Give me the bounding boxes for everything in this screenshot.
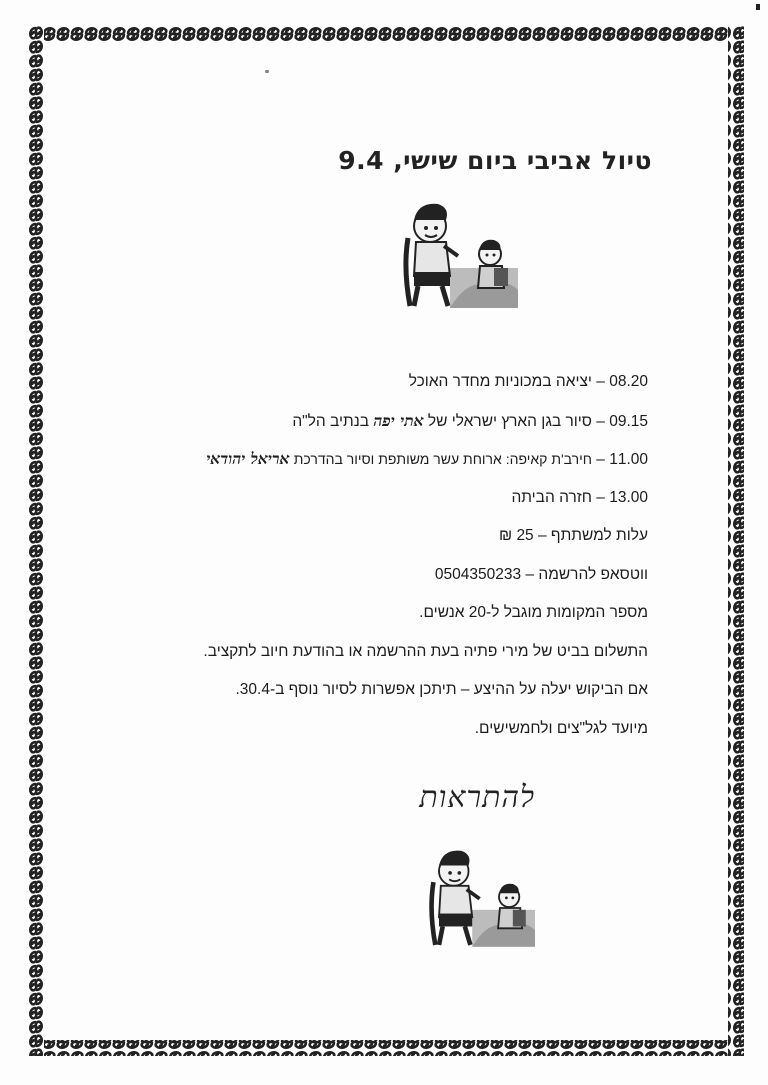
schedule-time: 11.00 (609, 451, 648, 468)
schedule-time: 09.15 (609, 412, 648, 430)
schedule-time: 08.20 (609, 373, 648, 390)
signoff-text: להתראות (419, 780, 535, 815)
scan-mark (756, 4, 760, 10)
extra-tour-line: אם הביקוש יעלה על ההיצע – תיתכן אפשרות לסיור נוסף ב-30.4. (235, 681, 648, 698)
whatsapp-line: ווטסאפ להרשמה – 0504350233 (434, 565, 648, 583)
schedule-text: יציאה במכוניות מחדר האוכל (408, 373, 592, 390)
hikers-illustration-icon (388, 198, 518, 308)
payment-line: התשלום בביט של מירי פתיה בעת ההרשמה או בהודעת חיוב לתקציב. (203, 642, 648, 660)
guide-name: אריאל יהודאי (206, 449, 290, 468)
schedule-item-4: 13.00 – חזרה הביתה (511, 488, 648, 506)
schedule-text: סיור בגן הארץ ישראלי של (427, 412, 592, 430)
capacity-line: מספר המקומות מוגבל ל-20 אנשים. (419, 604, 648, 621)
schedule-item-2: 09.15 – סיור בגן הארץ ישראלי של אתי יפה בנתיב הל"ה (292, 410, 648, 430)
schedule-text-after: בנתיב הל"ה (292, 412, 370, 430)
flyer-content (60, 60, 710, 1020)
schedule-text: חירב'ת קאיפה: ארוחת עשר משותפת וסיור בהדרכת (293, 451, 592, 467)
hikers-illustration-icon (415, 840, 535, 952)
cost-line: עלות למשתתף – 25 ₪ (498, 527, 648, 544)
guide-name: אתי יפה (373, 410, 424, 430)
schedule-time: 13.00 (609, 488, 648, 506)
schedule-item-1: 08.20 – יציאה במכוניות מחדר האוכל (408, 373, 648, 390)
details-list (88, 372, 648, 757)
schedule-item-3: 11.00 – חירב'ת קאיפה: ארוחת עשר משותפת וסיור בהדרכת אריאל יהודאי (206, 449, 648, 468)
flyer-title: טיול אביבי ביום שישי, 9.4 (338, 146, 652, 175)
audience-line: מיועד לגל"צים ולחמשישים. (474, 719, 648, 737)
schedule-text: חזרה הביתה (511, 488, 592, 506)
